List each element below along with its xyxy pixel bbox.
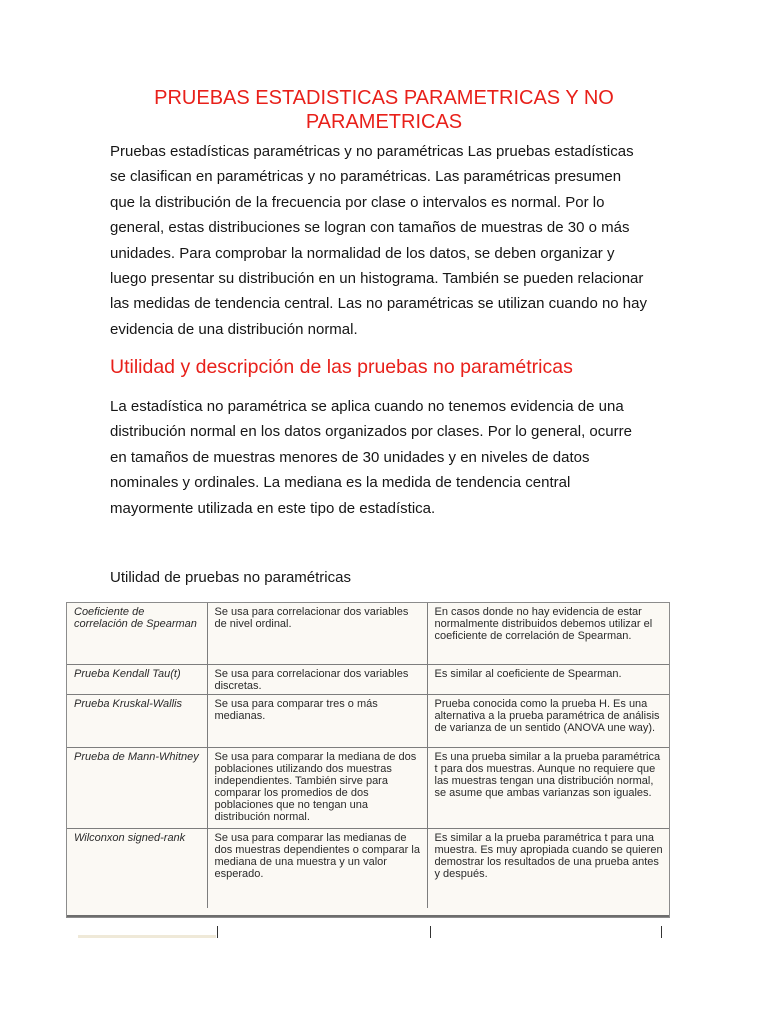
intro-paragraph: Pruebas estadísticas paramétricas y no paramétricas Las pruebas estadísticas se clasifican en paramétricas y no paramétricas. Las paramétricas presumen que la distribución de la frecuencia por clase o intervalos es normal. Por lo general, estas distribuciones se logran con tamaños de muestras de 30 o más unidades. Para comprobar la normalidad de los datos, se deben organizar y luego presentar su distribución en un histograma. También se pueden relacionar las medidas de tendencia central. Las no paramétricas se utilizan cuando no hay evidencia de una distribución normal.	[110, 143, 647, 338]
page-title: PRUEBAS ESTADISTICAS PARAMETRICAS Y NO PARAMETRICAS	[154, 87, 614, 133]
test-use-cell: Se usa para comparar la mediana de dos poblaciones utilizando dos muestras independientes. También sirve para comparar los promedios de dos poblaciones que no tengan una distribución normal.	[207, 748, 427, 829]
table-row	[67, 829, 669, 909]
scanned-table-image	[66, 602, 670, 918]
test-use-cell: Se usa para comparar tres o más medianas.	[207, 695, 427, 748]
nonparametric-tests-table	[67, 603, 669, 908]
table-row	[67, 665, 669, 695]
test-note-cell: Es una prueba similar a la prueba paramétrica t para dos muestras. Aunque no requiere que las muestras tengan una distribución normal, se asume que ambas varianzas son iguales.	[427, 748, 669, 829]
test-use-cell: Se usa para correlacionar dos variables de nivel ordinal.	[207, 603, 427, 665]
test-note-cell: Es similar a la prueba paramétrica t para una muestra. Es muy apropiada cuando se quieren demostrar los resultados de una prueba antes y después.	[434, 832, 663, 880]
table-row	[67, 748, 669, 829]
test-use-cell: Se usa para comparar las medianas de dos muestras dependientes o comparar la mediana de una muestra y un valor esperado.	[207, 829, 427, 909]
test-use-cell: Se usa para correlacionar dos variables discretas.	[207, 665, 427, 695]
test-name-cell: Prueba de Mann-Whitney	[67, 748, 207, 829]
table-caption: Utilidad de pruebas no paramétricas	[110, 569, 351, 586]
test-note-cell: En casos donde no hay evidencia de estar normalmente distribuidos debemos utilizar el coeficiente de correlación de Spearman.	[427, 603, 669, 665]
table-column-markers	[78, 926, 662, 940]
test-name-cell: Prueba Kruskal-Wallis	[67, 695, 207, 748]
column-divider-mark	[430, 926, 431, 938]
column-divider-mark	[217, 926, 218, 938]
image-edge-bar	[78, 935, 216, 938]
section-heading: Utilidad y descripción de las pruebas no paramétricas	[110, 356, 573, 378]
table-row	[67, 695, 669, 748]
section-paragraph: La estadística no paramétrica se aplica cuando no tenemos evidencia de una distribución normal en los datos organizados por clases. Por lo general, ocurre en tamaños de muestras menores de 30 unidades y en niveles de datos nominales y ordinales. La mediana es la medida de tendencia central mayormente utilizada en este tipo de estadística.	[110, 398, 632, 517]
test-name-cell: Wilconxon signed-rank	[67, 829, 207, 909]
table-row	[67, 603, 669, 665]
column-divider-mark	[661, 926, 662, 938]
test-note-cell: Prueba conocida como la prueba H. Es una alternativa a la prueba paramétrica de análisis de varianza de un sentido (ANOVA une way).	[427, 695, 669, 748]
test-name-cell: Coeficiente de correlación de Spearman	[67, 603, 207, 665]
test-note-cell: Es similar al coeficiente de Spearman.	[427, 665, 669, 695]
test-name-cell: Prueba Kendall Tau(t)	[67, 665, 207, 695]
